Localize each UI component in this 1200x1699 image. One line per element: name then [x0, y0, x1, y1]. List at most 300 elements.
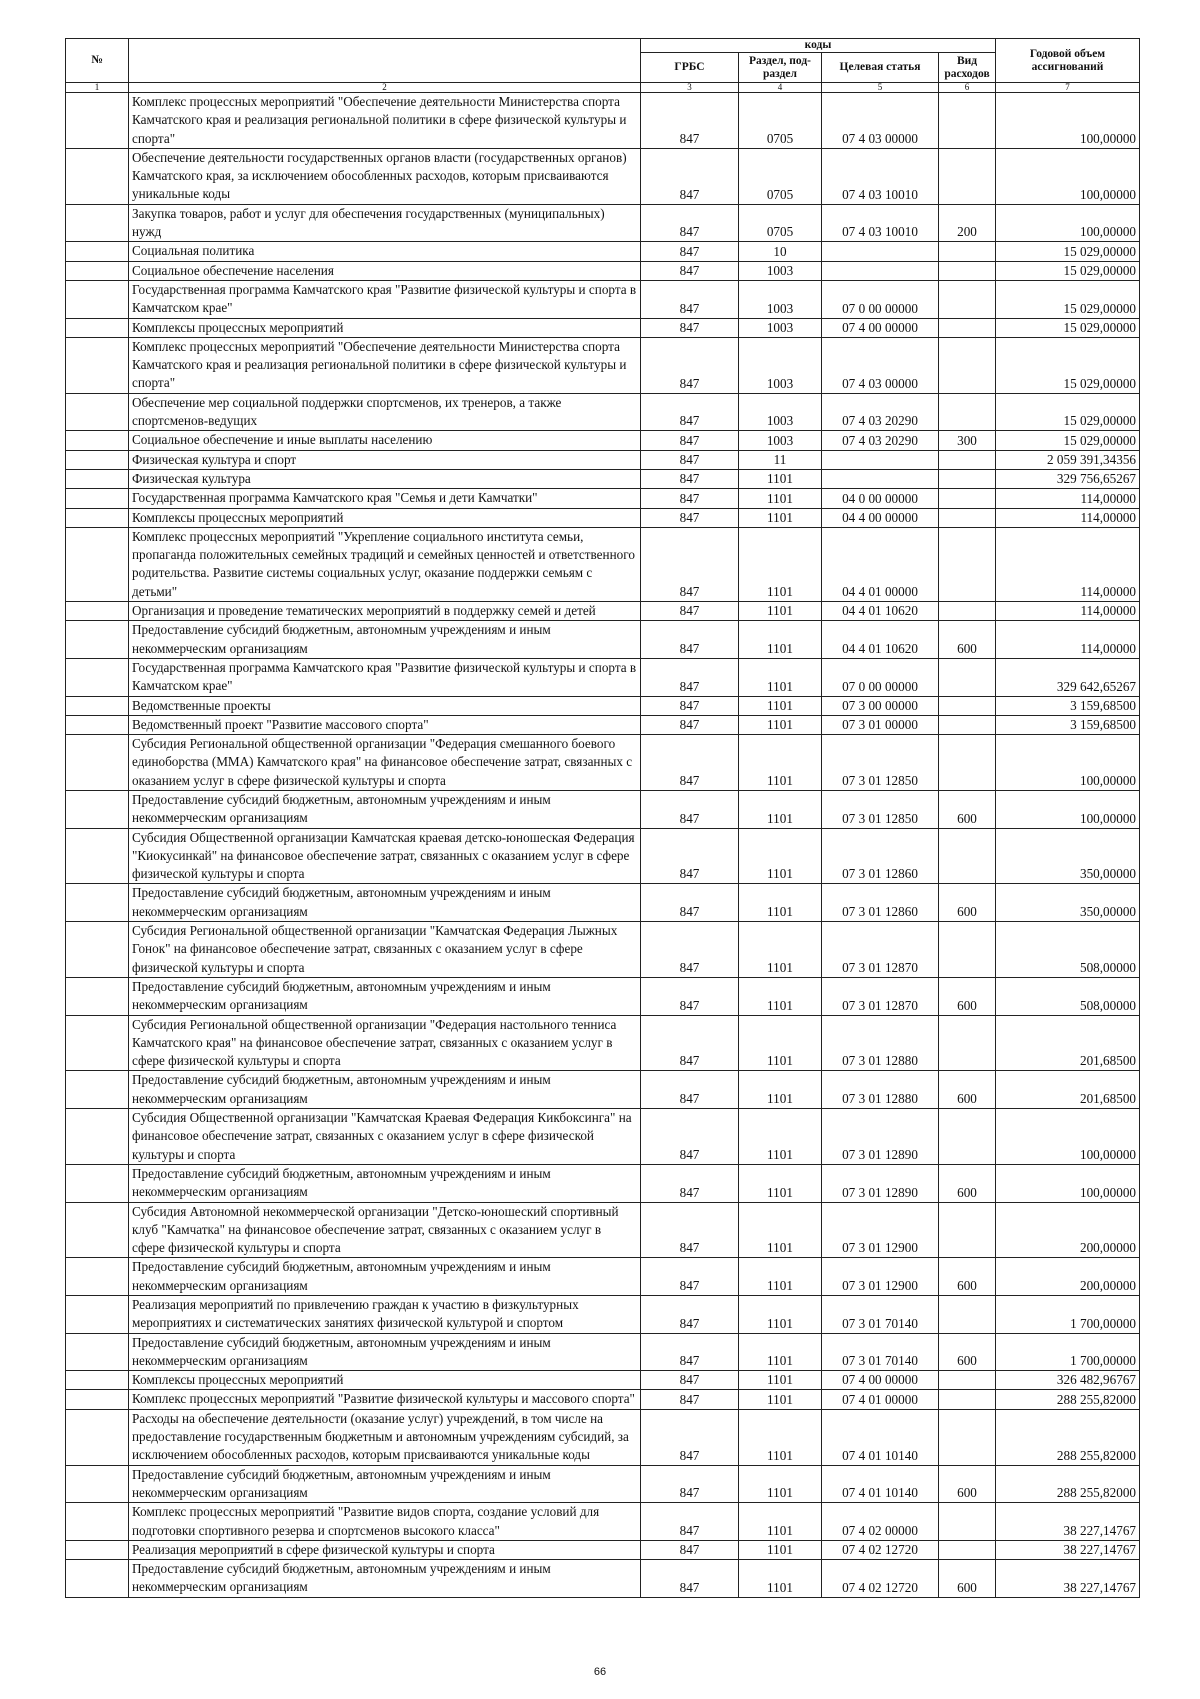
row-grbs: 847: [641, 1540, 739, 1559]
row-exptype: [939, 489, 996, 508]
row-grbs: 847: [641, 922, 739, 978]
row-number: [66, 1202, 129, 1258]
row-name: Субсидия Общественной организации "Камчатская Краевая Федерация Кикбоксинга" на финансовое обеспечение затрат, связанных с оказанием услуг в сфере физической культуры и спорта: [129, 1109, 641, 1165]
row-grbs: 847: [641, 1371, 739, 1390]
row-amount: 114,00000: [996, 508, 1140, 527]
row-exptype: [939, 602, 996, 621]
table-row: [66, 1371, 1140, 1390]
table-row: [66, 204, 1140, 242]
row-exptype: [939, 922, 996, 978]
row-target: 07 3 01 12880: [822, 1015, 939, 1071]
row-number: [66, 508, 129, 527]
row-name: Предоставление субсидий бюджетным, автономным учреждениям и иным некоммерческим организациям: [129, 1258, 641, 1296]
table-row: [66, 1258, 1140, 1296]
row-section: 1003: [739, 280, 822, 318]
table-row: [66, 1202, 1140, 1258]
row-grbs: 847: [641, 1164, 739, 1202]
row-name: Предоставление субсидий бюджетным, автономным учреждениям и иным некоммерческим организациям: [129, 1465, 641, 1503]
row-amount: 100,00000: [996, 790, 1140, 828]
table-row: [66, 337, 1140, 393]
row-name: Субсидия Региональной общественной организации "Федерация смешанного боевого единоборства (ММА) Камчатского края" на финансовое обеспечение затрат, связанных с оказанием услуг в сфере физической культуры и спорта: [129, 735, 641, 791]
row-name: Комплексы процессных мероприятий: [129, 318, 641, 337]
row-section: 1101: [739, 884, 822, 922]
row-section: 1101: [739, 1560, 822, 1598]
row-exptype: 600: [939, 1333, 996, 1371]
row-section: 1101: [739, 527, 822, 601]
row-amount: 1 700,00000: [996, 1333, 1140, 1371]
row-name: Комплекс процессных мероприятий "Укрепление социального института семьи, пропаганда положительных семейных традиций и семейных ценностей и ответственного родительства. Развитие системы социальных услуг, оказание поддержки семьям с детьми": [129, 527, 641, 601]
row-grbs: 847: [641, 527, 739, 601]
row-exptype: 600: [939, 1560, 996, 1598]
row-section: 0705: [739, 148, 822, 204]
row-grbs: 847: [641, 280, 739, 318]
row-name: Субсидия Региональной общественной организации "Камчатская Федерация Лыжных Гонок" на финансовое обеспечение затрат, связанных с оказанием услуг в сфере физической культуры и спорта: [129, 922, 641, 978]
table-row: [66, 1540, 1140, 1559]
row-amount: 114,00000: [996, 527, 1140, 601]
table-row: [66, 922, 1140, 978]
row-target: 04 4 01 10620: [822, 602, 939, 621]
table-row: [66, 1333, 1140, 1371]
row-amount: 100,00000: [996, 1109, 1140, 1165]
row-amount: 15 029,00000: [996, 318, 1140, 337]
table-row: [66, 1560, 1140, 1598]
table-row: [66, 527, 1140, 601]
row-name: Ведомственные проекты: [129, 696, 641, 715]
row-exptype: [939, 393, 996, 431]
table-row: [66, 790, 1140, 828]
row-name: Комплекс процессных мероприятий "Обеспечение деятельности Министерства спорта Камчатского края и реализация региональной политики в сфере физической культуры и спорта": [129, 337, 641, 393]
row-number: [66, 1109, 129, 1165]
row-target: 07 3 01 12900: [822, 1202, 939, 1258]
row-number: [66, 922, 129, 978]
table-row: [66, 93, 1140, 149]
row-name: Государственная программа Камчатского края "Семья и дети Камчатки": [129, 489, 641, 508]
row-exptype: [939, 1015, 996, 1071]
row-exptype: [939, 1371, 996, 1390]
table-row: [66, 318, 1140, 337]
row-name: Предоставление субсидий бюджетным, автономным учреждениям и иным некоммерческим организациям: [129, 1164, 641, 1202]
row-amount: 2 059 391,34356: [996, 450, 1140, 469]
row-exptype: [939, 148, 996, 204]
row-target: 07 3 01 00000: [822, 715, 939, 734]
table-row: [66, 1503, 1140, 1541]
row-target: 07 4 03 00000: [822, 93, 939, 149]
row-section: 1101: [739, 1258, 822, 1296]
row-number: [66, 527, 129, 601]
row-amount: 288 255,82000: [996, 1390, 1140, 1409]
row-target: [822, 450, 939, 469]
row-exptype: [939, 735, 996, 791]
row-exptype: [939, 1109, 996, 1165]
row-amount: 508,00000: [996, 977, 1140, 1015]
row-target: 07 4 00 00000: [822, 318, 939, 337]
row-amount: 201,68500: [996, 1015, 1140, 1071]
row-grbs: 847: [641, 1109, 739, 1165]
row-amount: 3 159,68500: [996, 696, 1140, 715]
row-amount: 114,00000: [996, 489, 1140, 508]
table-row: [66, 148, 1140, 204]
row-section: 1003: [739, 431, 822, 450]
row-number: [66, 1465, 129, 1503]
row-target: 04 4 01 10620: [822, 621, 939, 659]
row-name: Государственная программа Камчатского края "Развитие физической культуры и спорта в Камчатском крае": [129, 658, 641, 696]
row-section: 1101: [739, 1390, 822, 1409]
table-row: [66, 1390, 1140, 1409]
row-exptype: 600: [939, 977, 996, 1015]
row-exptype: 600: [939, 621, 996, 659]
row-grbs: 847: [641, 828, 739, 884]
row-exptype: [939, 469, 996, 488]
table-row: [66, 602, 1140, 621]
row-amount: 3 159,68500: [996, 715, 1140, 734]
row-section: 1101: [739, 1503, 822, 1541]
row-number: [66, 1371, 129, 1390]
row-number: [66, 431, 129, 450]
table-row: [66, 828, 1140, 884]
row-exptype: 600: [939, 1465, 996, 1503]
row-amount: 326 482,96767: [996, 1371, 1140, 1390]
row-number: [66, 790, 129, 828]
row-section: 0705: [739, 204, 822, 242]
row-number: [66, 469, 129, 488]
row-exptype: [939, 658, 996, 696]
table-row: [66, 884, 1140, 922]
row-amount: 201,68500: [996, 1071, 1140, 1109]
row-number: [66, 1409, 129, 1465]
row-exptype: [939, 337, 996, 393]
table-row: [66, 469, 1140, 488]
row-grbs: 847: [641, 735, 739, 791]
row-section: 1101: [739, 1465, 822, 1503]
row-number: [66, 1503, 129, 1541]
row-number: [66, 280, 129, 318]
row-exptype: [939, 1202, 996, 1258]
row-amount: 15 029,00000: [996, 337, 1140, 393]
row-name: Расходы на обеспечение деятельности (оказание услуг) учреждений, в том числе на предоставление государственным бюджетным и автономным учреждениям субсидий, за исключением обособленных расходов, которым присваиваются уникальные коды: [129, 1409, 641, 1465]
row-exptype: [939, 696, 996, 715]
row-amount: 350,00000: [996, 828, 1140, 884]
row-section: 10: [739, 242, 822, 261]
row-number: [66, 1390, 129, 1409]
row-name: Субсидия Автономной некоммерческой организации "Детско-юношеский спортивный клуб "Камчатка" на финансовое обеспечение затрат, связанных с оказанием услуг в сфере физической культуры и спорта: [129, 1202, 641, 1258]
row-grbs: 847: [641, 337, 739, 393]
row-name: Предоставление субсидий бюджетным, автономным учреждениям и иным некоммерческим организациям: [129, 1560, 641, 1598]
row-target: 07 4 01 10140: [822, 1409, 939, 1465]
row-grbs: 847: [641, 318, 739, 337]
row-section: 1101: [739, 1109, 822, 1165]
row-target: 07 3 00 00000: [822, 696, 939, 715]
row-target: 07 4 02 12720: [822, 1540, 939, 1559]
row-exptype: [939, 1503, 996, 1541]
row-name: Комплекс процессных мероприятий "Обеспечение деятельности Министерства спорта Камчатского края и реализация региональной политики в сфере физической культуры и спорта": [129, 93, 641, 149]
row-number: [66, 1560, 129, 1598]
row-amount: 38 227,14767: [996, 1503, 1140, 1541]
column-number: 1: [66, 83, 129, 93]
row-number: [66, 1258, 129, 1296]
row-grbs: 847: [641, 508, 739, 527]
row-amount: 1 700,00000: [996, 1296, 1140, 1334]
row-name: Реализация мероприятий в сфере физической культуры и спорта: [129, 1540, 641, 1559]
row-section: 1101: [739, 1409, 822, 1465]
row-section: 1101: [739, 602, 822, 621]
row-amount: 114,00000: [996, 602, 1140, 621]
row-number: [66, 735, 129, 791]
row-section: 1003: [739, 261, 822, 280]
row-section: 1101: [739, 1540, 822, 1559]
row-grbs: 847: [641, 621, 739, 659]
row-number: [66, 148, 129, 204]
row-name: Социальная политика: [129, 242, 641, 261]
column-number: 2: [129, 83, 641, 93]
row-section: 0705: [739, 93, 822, 149]
row-exptype: [939, 242, 996, 261]
row-section: 1101: [739, 790, 822, 828]
row-amount: 508,00000: [996, 922, 1140, 978]
row-grbs: 847: [641, 1071, 739, 1109]
table-body: [66, 93, 1140, 1598]
row-section: 1101: [739, 715, 822, 734]
row-grbs: 847: [641, 1503, 739, 1541]
table-row: [66, 1164, 1140, 1202]
row-target: 07 3 01 12860: [822, 884, 939, 922]
row-section: 1101: [739, 977, 822, 1015]
row-target: 04 0 00 00000: [822, 489, 939, 508]
row-section: 1101: [739, 1333, 822, 1371]
header-exptype: Вид расходов: [939, 53, 996, 83]
column-number: 3: [641, 83, 739, 93]
row-target: 07 3 01 70140: [822, 1296, 939, 1334]
row-grbs: 847: [641, 658, 739, 696]
row-number: [66, 1015, 129, 1071]
table-row: [66, 1071, 1140, 1109]
row-grbs: 847: [641, 715, 739, 734]
row-target: 07 3 01 12880: [822, 1071, 939, 1109]
row-amount: 100,00000: [996, 148, 1140, 204]
row-name: Субсидия Региональной общественной организации "Федерация настольного тенниса Камчатского края" на финансовое обеспечение затрат, связанных с оказанием услуг в сфере физической культуры и спорта: [129, 1015, 641, 1071]
row-grbs: 847: [641, 242, 739, 261]
row-section: 11: [739, 450, 822, 469]
row-target: 07 3 01 12850: [822, 790, 939, 828]
row-amount: 100,00000: [996, 735, 1140, 791]
row-name: Организация и проведение тематических мероприятий в поддержку семей и детей: [129, 602, 641, 621]
row-target: 07 4 03 10010: [822, 204, 939, 242]
row-number: [66, 884, 129, 922]
row-name: Ведомственный проект "Развитие массового спорта": [129, 715, 641, 734]
row-amount: 329 756,65267: [996, 469, 1140, 488]
row-exptype: 300: [939, 431, 996, 450]
row-section: 1101: [739, 1164, 822, 1202]
column-number: 6: [939, 83, 996, 93]
row-number: [66, 242, 129, 261]
row-number: [66, 602, 129, 621]
row-amount: 100,00000: [996, 93, 1140, 149]
row-name: Предоставление субсидий бюджетным, автономным учреждениям и иным некоммерческим организациям: [129, 977, 641, 1015]
row-exptype: [939, 508, 996, 527]
table-row: [66, 621, 1140, 659]
row-target: 04 4 01 00000: [822, 527, 939, 601]
row-exptype: [939, 828, 996, 884]
row-name: Комплекс процессных мероприятий "Развитие видов спорта, создание условий для подготовки спортивного резерва и спортсменов высокого класса": [129, 1503, 641, 1541]
row-exptype: 600: [939, 1164, 996, 1202]
row-grbs: 847: [641, 450, 739, 469]
row-number: [66, 658, 129, 696]
row-number: [66, 393, 129, 431]
row-amount: 38 227,14767: [996, 1560, 1140, 1598]
row-amount: 15 029,00000: [996, 242, 1140, 261]
row-target: 07 3 01 12900: [822, 1258, 939, 1296]
row-grbs: 847: [641, 469, 739, 488]
row-number: [66, 337, 129, 393]
row-number: [66, 828, 129, 884]
row-amount: 38 227,14767: [996, 1540, 1140, 1559]
row-grbs: 847: [641, 1390, 739, 1409]
row-section: 1101: [739, 1296, 822, 1334]
row-target: 07 0 00 00000: [822, 280, 939, 318]
row-exptype: 600: [939, 1258, 996, 1296]
row-grbs: 847: [641, 884, 739, 922]
row-target: [822, 261, 939, 280]
row-number: [66, 1333, 129, 1371]
row-target: 07 3 01 12890: [822, 1109, 939, 1165]
row-amount: 329 642,65267: [996, 658, 1140, 696]
row-name: Реализация мероприятий по привлечению граждан к участию в физкультурных мероприятиях и систематических занятиях физической культурой и спортом: [129, 1296, 641, 1334]
row-number: [66, 450, 129, 469]
row-grbs: 847: [641, 696, 739, 715]
row-amount: 350,00000: [996, 884, 1140, 922]
row-grbs: 847: [641, 1560, 739, 1598]
row-exptype: [939, 715, 996, 734]
row-amount: 15 029,00000: [996, 431, 1140, 450]
row-target: 07 3 01 12870: [822, 922, 939, 978]
row-grbs: 847: [641, 204, 739, 242]
row-name: Физическая культура: [129, 469, 641, 488]
table-row: [66, 696, 1140, 715]
row-grbs: 847: [641, 1202, 739, 1258]
row-target: 07 4 02 00000: [822, 1503, 939, 1541]
row-grbs: 847: [641, 1465, 739, 1503]
row-exptype: 600: [939, 790, 996, 828]
row-name: Предоставление субсидий бюджетным, автономным учреждениям и иным некоммерческим организациям: [129, 1071, 641, 1109]
table-row: [66, 1465, 1140, 1503]
row-amount: 200,00000: [996, 1202, 1140, 1258]
row-amount: 114,00000: [996, 621, 1140, 659]
row-amount: 100,00000: [996, 1164, 1140, 1202]
row-number: [66, 1164, 129, 1202]
row-section: 1101: [739, 1071, 822, 1109]
row-section: 1101: [739, 621, 822, 659]
row-exptype: [939, 450, 996, 469]
row-section: 1101: [739, 1202, 822, 1258]
row-name: Обеспечение мер социальной поддержки спортсменов, их тренеров, а также спортсменов-ведущих: [129, 393, 641, 431]
row-grbs: 847: [641, 1333, 739, 1371]
header-amount: Годовой объем ассигнований: [996, 39, 1140, 83]
row-target: 07 3 01 12870: [822, 977, 939, 1015]
header-number: №: [66, 39, 129, 83]
row-exptype: [939, 1540, 996, 1559]
table-row: [66, 735, 1140, 791]
row-exptype: [939, 318, 996, 337]
column-numbers-row: [66, 83, 1140, 93]
row-section: 1101: [739, 828, 822, 884]
row-target: 07 4 03 20290: [822, 431, 939, 450]
row-target: 07 3 01 70140: [822, 1333, 939, 1371]
row-name: Физическая культура и спорт: [129, 450, 641, 469]
header-section: Раздел, под-раздел: [739, 53, 822, 83]
row-number: [66, 621, 129, 659]
header-target: Целевая статья: [822, 53, 939, 83]
row-target: [822, 242, 939, 261]
table-row: [66, 715, 1140, 734]
row-grbs: 847: [641, 431, 739, 450]
row-amount: 288 255,82000: [996, 1409, 1140, 1465]
row-number: [66, 1071, 129, 1109]
row-grbs: 847: [641, 261, 739, 280]
row-section: 1101: [739, 1015, 822, 1071]
row-name: Предоставление субсидий бюджетным, автономным учреждениям и иным некоммерческим организациям: [129, 1333, 641, 1371]
row-target: 07 4 03 20290: [822, 393, 939, 431]
row-section: 1101: [739, 508, 822, 527]
row-exptype: 200: [939, 204, 996, 242]
row-grbs: 847: [641, 1258, 739, 1296]
row-exptype: 600: [939, 884, 996, 922]
row-number: [66, 1296, 129, 1334]
row-section: 1101: [739, 922, 822, 978]
row-target: 07 0 00 00000: [822, 658, 939, 696]
row-name: Субсидия Общественной организации Камчатская краевая детско-юношеская Федерация "Киокусинкай" на финансовое обеспечение затрат, связанных с оказанием услуг в сфере физической культуры и спорта: [129, 828, 641, 884]
row-number: [66, 489, 129, 508]
table-row: [66, 1409, 1140, 1465]
row-amount: 200,00000: [996, 1258, 1140, 1296]
table-row: [66, 658, 1140, 696]
table-row: [66, 242, 1140, 261]
row-exptype: [939, 1409, 996, 1465]
row-amount: 15 029,00000: [996, 393, 1140, 431]
budget-allocation-table: [65, 38, 1140, 1598]
column-number: 7: [996, 83, 1140, 93]
row-exptype: [939, 93, 996, 149]
row-amount: 15 029,00000: [996, 280, 1140, 318]
row-number: [66, 696, 129, 715]
row-grbs: 847: [641, 1296, 739, 1334]
row-number: [66, 93, 129, 149]
row-target: [822, 469, 939, 488]
row-exptype: [939, 1296, 996, 1334]
table-row: [66, 280, 1140, 318]
row-section: 1101: [739, 735, 822, 791]
row-grbs: 847: [641, 1409, 739, 1465]
row-section: 1003: [739, 337, 822, 393]
row-target: 04 4 00 00000: [822, 508, 939, 527]
row-grbs: 847: [641, 1015, 739, 1071]
row-name: Комплекс процессных мероприятий "Развитие физической культуры и массового спорта": [129, 1390, 641, 1409]
table-row: [66, 431, 1140, 450]
row-name: Комплексы процессных мероприятий: [129, 508, 641, 527]
column-number: 5: [822, 83, 939, 93]
table-row: [66, 261, 1140, 280]
row-target: 07 4 03 00000: [822, 337, 939, 393]
row-exptype: [939, 527, 996, 601]
table-header: [66, 39, 1140, 93]
table-row: [66, 393, 1140, 431]
row-name: Предоставление субсидий бюджетным, автономным учреждениям и иным некоммерческим организациям: [129, 621, 641, 659]
header-codes: коды: [641, 39, 996, 53]
row-name: Социальное обеспечение и иные выплаты населению: [129, 431, 641, 450]
row-section: 1101: [739, 469, 822, 488]
table-row: [66, 450, 1140, 469]
page-number: 66: [593, 1666, 607, 1678]
row-target: 07 4 02 12720: [822, 1560, 939, 1598]
row-exptype: 600: [939, 1071, 996, 1109]
